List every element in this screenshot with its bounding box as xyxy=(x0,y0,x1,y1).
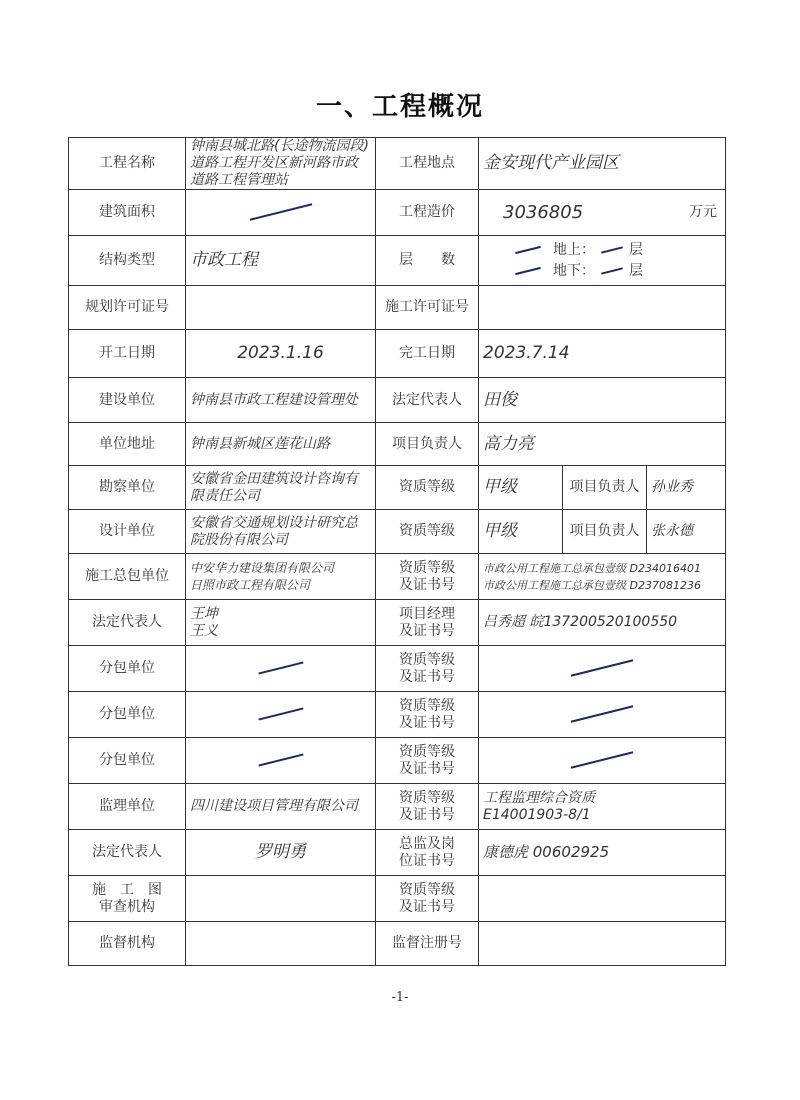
label-survey-unit: 勘察单位 xyxy=(69,466,186,510)
label-below-ground: 地下： xyxy=(553,262,595,279)
label-project-cost: 工程造价 xyxy=(376,190,479,236)
value-contractor-legal-rep: 王坤 王义 xyxy=(186,600,376,646)
label-drawing-review-qual: 资质等级 及证书号 xyxy=(376,876,479,922)
value-structure-type: 市政工程 xyxy=(186,236,376,286)
row-general-contractor xyxy=(69,554,726,600)
label-floors: 层 数 xyxy=(376,236,479,286)
label-building-area: 建筑面积 xyxy=(69,190,186,236)
blank-dash-mark xyxy=(601,267,623,274)
value-owner-legal-rep: 田俊 xyxy=(479,378,726,423)
row-structure-floors xyxy=(69,236,726,286)
label-general-contractor: 施工总包单位 xyxy=(69,554,186,600)
page-title: 一、工程概况 xyxy=(315,92,484,122)
label-supervisor-legal-rep: 法定代表人 xyxy=(69,830,186,876)
value-supervisor-legal-rep: 罗明勇 xyxy=(186,830,376,876)
value-design-qualification: 甲级 xyxy=(479,510,563,554)
value-project-name: 钟南县城北路(长途物流园段)道路工程开发区新河路市政道路工程管理站 xyxy=(186,138,376,190)
label-owner: 建设单位 xyxy=(69,378,186,423)
cost-unit: 万元 xyxy=(689,204,718,220)
label-project-location: 工程地点 xyxy=(376,138,479,190)
value-contractor-qual-cert: 市政公用工程施工总承包壹级 D234016401 市政公用工程施工总承包壹级 D237081236 xyxy=(479,554,726,600)
label-design-unit: 设计单位 xyxy=(69,510,186,554)
label-survey-leader: 项目负责人 xyxy=(563,466,647,510)
value-subcontractor-1-qual xyxy=(479,646,726,692)
value-drawing-review-qual xyxy=(479,876,726,922)
label-design-qualification: 资质等级 xyxy=(376,510,479,554)
blank-dash-mark xyxy=(258,753,303,766)
label-contractor-legal-rep: 法定代表人 xyxy=(69,600,186,646)
label-project-name: 工程名称 xyxy=(69,138,186,190)
value-owner-project-manager: 高力亮 xyxy=(479,423,726,466)
label-design-leader: 项目负责人 xyxy=(563,510,647,554)
value-project-location: 金安现代产业园区 xyxy=(479,138,726,190)
value-start-date: 2023.1.16 xyxy=(186,330,376,378)
row-design xyxy=(69,510,726,554)
value-unit-address: 钟南县新城区莲花山路 xyxy=(186,423,376,466)
label-unit-address: 单位地址 xyxy=(69,423,186,466)
value-building-area xyxy=(186,190,376,236)
blank-dash-mark xyxy=(515,266,541,274)
project-overview-table xyxy=(68,137,726,966)
value-construction-permit xyxy=(479,286,726,330)
value-survey-unit: 安徽省金田建筑设计咨询有限责任公司 xyxy=(186,466,376,510)
value-subcontractor-2-qual xyxy=(479,692,726,738)
value-pm-cert: 吕秀超 皖137200520100550 xyxy=(479,600,726,646)
label-survey-qualification: 资质等级 xyxy=(376,466,479,510)
page-number: -1- xyxy=(391,990,409,1005)
value-floors-cell xyxy=(479,236,726,286)
value-project-cost: 3036805 xyxy=(503,202,584,223)
value-oversight-agency xyxy=(186,922,376,966)
row-project-name xyxy=(69,138,726,190)
row-permits xyxy=(69,286,726,330)
value-chief-supervisor-cert: 康德虎 00602925 xyxy=(479,830,726,876)
value-subcontractor-3 xyxy=(186,738,376,784)
floor-unit-above: 层 xyxy=(629,241,643,258)
label-pm-cert: 项目经理 及证书号 xyxy=(376,600,479,646)
value-design-unit: 安徽省交通规划设计研究总院股份有限公司 xyxy=(186,510,376,554)
blank-dash-mark xyxy=(601,246,623,253)
row-subcontractor-1 xyxy=(69,646,726,692)
blank-dash-mark xyxy=(571,751,634,768)
value-project-cost-cell xyxy=(479,190,726,236)
label-contractor-qual-cert: 资质等级 及证书号 xyxy=(376,554,479,600)
label-owner-legal-rep: 法定代表人 xyxy=(376,378,479,423)
label-subcontractor-2-qual: 资质等级 及证书号 xyxy=(376,692,479,738)
value-supervision-unit: 四川建设项目管理有限公司 xyxy=(186,784,376,830)
row-area-cost xyxy=(69,190,726,236)
row-subcontractor-3 xyxy=(69,738,726,784)
row-supervision xyxy=(69,784,726,830)
label-structure-type: 结构类型 xyxy=(69,236,186,286)
value-survey-qualification: 甲级 xyxy=(479,466,563,510)
blank-dash-mark xyxy=(571,659,634,676)
label-subcontractor-1: 分包单位 xyxy=(69,646,186,692)
label-subcontractor-2: 分包单位 xyxy=(69,692,186,738)
value-subcontractor-3-qual xyxy=(479,738,726,784)
value-design-leader: 张永德 xyxy=(647,510,726,554)
label-subcontractor-3-qual: 资质等级 及证书号 xyxy=(376,738,479,784)
row-owner xyxy=(69,378,726,423)
blank-dash-mark xyxy=(571,705,634,722)
blank-dash-mark xyxy=(515,245,541,253)
label-planning-permit: 规划许可证号 xyxy=(69,286,186,330)
blank-dash-mark xyxy=(258,707,303,720)
row-subcontractor-2 xyxy=(69,692,726,738)
row-address xyxy=(69,423,726,466)
label-supervision-unit: 监理单位 xyxy=(69,784,186,830)
row-survey xyxy=(69,466,726,510)
row-drawing-review xyxy=(69,876,726,922)
label-completion-date: 完工日期 xyxy=(376,330,479,378)
value-drawing-review xyxy=(186,876,376,922)
floor-unit-below: 层 xyxy=(629,262,643,279)
label-above-ground: 地上： xyxy=(553,241,595,258)
row-dates xyxy=(69,330,726,378)
label-construction-permit: 施工许可证号 xyxy=(376,286,479,330)
row-oversight xyxy=(69,922,726,966)
label-owner-project-manager: 项目负责人 xyxy=(376,423,479,466)
label-oversight-agency: 监督机构 xyxy=(69,922,186,966)
blank-dash-mark xyxy=(258,661,303,674)
blank-dash-mark xyxy=(249,203,312,220)
value-survey-leader: 孙业秀 xyxy=(647,466,726,510)
value-completion-date: 2023.7.14 xyxy=(479,330,726,378)
label-subcontractor-3: 分包单位 xyxy=(69,738,186,784)
label-chief-supervisor-cert: 总监及岗 位证书号 xyxy=(376,830,479,876)
value-subcontractor-1 xyxy=(186,646,376,692)
label-oversight-reg-no: 监督注册号 xyxy=(376,922,479,966)
label-subcontractor-1-qual: 资质等级 及证书号 xyxy=(376,646,479,692)
value-subcontractor-2 xyxy=(186,692,376,738)
row-contractor-legal xyxy=(69,600,726,646)
label-drawing-review: 施 工 图 审查机构 xyxy=(69,876,186,922)
value-general-contractor: 中安华力建设集团有限公司 日照市政工程有限公司 xyxy=(186,554,376,600)
value-planning-permit xyxy=(186,286,376,330)
label-supervision-qual-cert: 资质等级 及证书号 xyxy=(376,784,479,830)
value-supervision-qual-cert: 工程监理综合资质 E14001903-8/1 xyxy=(479,784,726,830)
value-oversight-reg-no xyxy=(479,922,726,966)
row-supervisor-legal xyxy=(69,830,726,876)
value-owner: 钟南县市政工程建设管理处 xyxy=(186,378,376,423)
label-start-date: 开工日期 xyxy=(69,330,186,378)
